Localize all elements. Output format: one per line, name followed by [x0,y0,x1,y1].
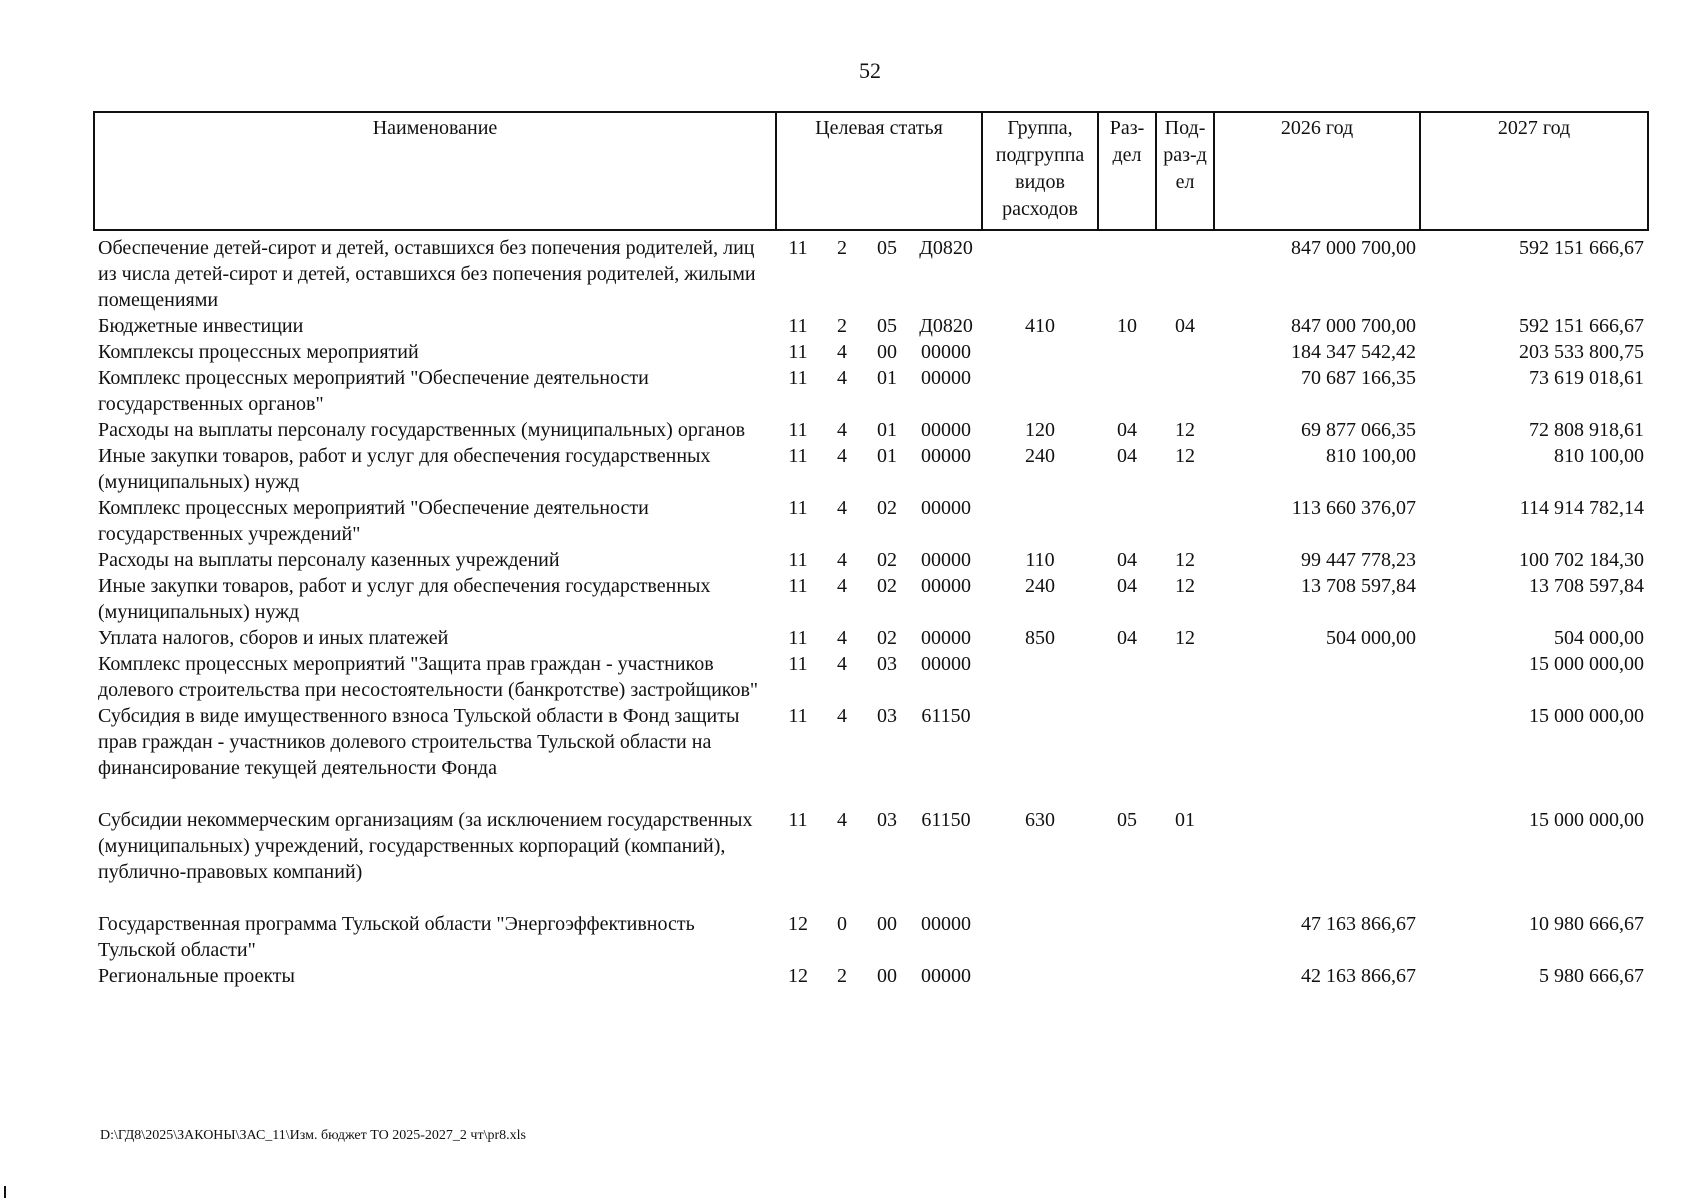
row-code-direction: 00000 [921,341,972,363]
row-subsection: 12 [1175,575,1196,597]
table-row [94,443,1648,495]
row-subsection: 01 [1175,809,1196,831]
table-row [94,651,1648,703]
row-code-event: 00 [877,913,897,935]
row-section [1098,230,1156,313]
row-code-type: 4 [837,419,847,441]
row-name: Комплекс процессных мероприятий "Обеспечение деятельности государственных учреждений" [98,497,649,545]
table-row [94,417,1648,443]
row-name: Комплексы процессных мероприятий [98,341,419,363]
row-amount-2026 [1214,807,1420,911]
row-group [982,703,1098,807]
scan-corner-mark [4,1186,6,1198]
row-section: 10 [1117,315,1138,337]
row-amount-2026 [1214,651,1420,703]
row-code-program: 12 [788,913,808,935]
row-code-event: 03 [877,705,897,727]
row-code-type: 2 [837,965,847,987]
table-row [94,703,1648,807]
row-amount-2027: 810 100,00 [1554,445,1645,467]
row-amount-2026: 113 660 376,07 [1291,497,1417,519]
header-subsection [1156,112,1214,230]
row-code-program: 11 [788,575,808,597]
row-code-direction: 00000 [921,653,972,675]
row-code-direction: 00000 [921,445,972,467]
header-group [982,112,1098,230]
row-amount-2026: 69 877 066,35 [1301,419,1417,441]
row-subsection [1156,365,1214,417]
table-row [94,339,1648,365]
row-amount-2027: 592 151 666,67 [1519,315,1645,337]
row-code-type: 2 [837,237,847,259]
row-code-direction: 00000 [921,549,972,571]
row-code-program: 11 [788,809,808,831]
row-code-event: 01 [877,419,897,441]
row-code-event: 05 [877,237,897,259]
row-code-program: 11 [788,419,808,441]
row-section: 04 [1117,445,1138,467]
table-row [94,807,1648,911]
row-code-direction: 00000 [921,965,972,987]
row-subsection [1156,495,1214,547]
row-amount-2026: 70 687 166,35 [1301,367,1417,389]
row-code-event: 03 [877,809,897,831]
row-amount-2027: 592 151 666,67 [1519,237,1645,259]
table-row [94,625,1648,651]
row-code-program: 11 [788,341,808,363]
row-name: Субсидии некоммерческим организациям (за исключением государственных (муниципальных) учреждений, государственных корпораций (компаний), публично-правовых компаний) [98,809,753,883]
row-code-direction: 00000 [921,497,972,519]
row-group [982,495,1098,547]
row-code-event: 03 [877,653,897,675]
row-code-direction: 00000 [921,367,972,389]
row-amount-2027: 10 980 666,67 [1529,913,1645,935]
row-amount-2026 [1214,703,1420,807]
row-name: Расходы на выплаты персоналу государственных (муниципальных) органов [98,419,746,441]
row-group: 410 [1025,315,1056,337]
table-row [94,963,1648,989]
row-code-program: 11 [788,549,808,571]
row-section [1098,651,1156,703]
row-code-type: 4 [837,653,847,675]
row-code-type: 4 [837,341,847,363]
row-section: 04 [1117,549,1138,571]
row-group: 850 [1025,627,1056,649]
row-code-event: 01 [877,367,897,389]
row-subsection: 12 [1175,627,1196,649]
row-group [982,230,1098,313]
header-section-label: Раз-дел [1109,117,1145,166]
row-amount-2026: 810 100,00 [1326,445,1417,467]
row-amount-2027: 15 000 000,00 [1529,809,1645,831]
header-year-2026: 2026 год [1214,112,1420,230]
row-code-type: 2 [837,315,847,337]
header-section [1098,112,1156,230]
row-name: Государственная программа Тульской области "Энергоэффективность Тульской области" [98,913,695,961]
row-amount-2026: 184 347 542,42 [1291,341,1417,363]
row-amount-2026: 847 000 700,00 [1291,237,1417,259]
row-code-event: 02 [877,497,897,519]
row-code-program: 11 [788,237,808,259]
row-code-type: 4 [837,809,847,831]
table-row [94,573,1648,625]
table-row [94,313,1648,339]
row-code-program: 11 [788,705,808,727]
row-subsection [1156,339,1214,365]
row-name: Расходы на выплаты персоналу казенных учреждений [98,549,560,571]
row-code-program: 11 [788,315,808,337]
row-subsection [1156,703,1214,807]
row-amount-2026: 504 000,00 [1326,627,1417,649]
row-amount-2027: 13 708 597,84 [1529,575,1645,597]
row-amount-2027: 72 808 918,61 [1529,419,1645,441]
budget-table-container [93,111,1647,989]
row-amount-2027: 504 000,00 [1554,627,1645,649]
row-code-program: 11 [788,497,808,519]
table-row [94,365,1648,417]
row-group [982,911,1098,963]
row-group: 120 [1025,419,1056,441]
header-year-2027: 2027 год [1420,112,1648,230]
row-group: 240 [1025,575,1056,597]
row-code-event: 05 [877,315,897,337]
header-name: Наименование [94,112,776,230]
row-code-type: 4 [837,497,847,519]
row-section [1098,495,1156,547]
row-section: 04 [1117,627,1138,649]
row-amount-2026: 13 708 597,84 [1301,575,1417,597]
row-section: 04 [1117,419,1138,441]
row-code-event: 02 [877,575,897,597]
row-name: Бюджетные инвестиции [98,315,304,337]
row-code-type: 4 [837,549,847,571]
row-name: Субсидия в виде имущественного взноса Тульской области в Фонд защиты прав граждан - участников долевого строительства Тульской области на финансирование текущей деятельности Фонда [98,705,740,779]
row-amount-2026: 47 163 866,67 [1301,913,1417,935]
row-section [1098,963,1156,989]
header-subsection-label: Под-раз-дел [1163,117,1207,193]
row-name: Иные закупки товаров, работ и услуг для обеспечения государственных (муниципальных) нужд [98,445,711,493]
row-name: Региональные проекты [98,965,295,987]
row-amount-2027: 73 619 018,61 [1529,367,1645,389]
row-code-event: 01 [877,445,897,467]
row-code-direction: 00000 [921,627,972,649]
row-code-event: 00 [877,341,897,363]
row-subsection [1156,651,1214,703]
header-target-article: Целевая статья [776,112,982,230]
row-section [1098,703,1156,807]
row-subsection: 12 [1175,419,1196,441]
row-code-type: 4 [837,445,847,467]
row-code-program: 11 [788,367,808,389]
row-code-type: 4 [837,705,847,727]
row-section [1098,911,1156,963]
header-group-label: Группа, подгруппа видов расходов [995,117,1085,220]
row-amount-2026: 847 000 700,00 [1291,315,1417,337]
row-amount-2026: 99 447 778,23 [1301,549,1417,571]
row-code-type: 4 [837,367,847,389]
row-group: 240 [1025,445,1056,467]
row-code-event: 02 [877,627,897,649]
row-section [1098,365,1156,417]
row-name: Комплекс процессных мероприятий "Обеспечение деятельности государственных органов" [98,367,649,415]
row-code-program: 12 [788,965,808,987]
row-code-type: 0 [837,913,847,935]
row-amount-2027: 114 914 782,14 [1519,497,1645,519]
row-code-program: 11 [788,445,808,467]
row-code-program: 11 [788,653,808,675]
row-group [982,365,1098,417]
table-header-row [94,112,1648,230]
table-body [94,230,1648,989]
row-code-direction: Д0820 [919,315,973,337]
row-amount-2026: 42 163 866,67 [1301,965,1417,987]
row-code-direction: 00000 [921,419,972,441]
row-subsection: 12 [1175,549,1196,571]
row-name: Уплата налогов, сборов и иных платежей [98,627,449,649]
row-subsection: 12 [1175,445,1196,467]
row-code-direction: 00000 [921,913,972,935]
row-name: Иные закупки товаров, работ и услуг для обеспечения государственных (муниципальных) нужд [98,575,711,623]
row-group [982,963,1098,989]
budget-table [93,111,1649,989]
row-code-direction: Д0820 [919,237,973,259]
row-code-direction: 61150 [921,705,971,727]
row-amount-2027: 15 000 000,00 [1529,653,1645,675]
row-subsection [1156,963,1214,989]
table-row [94,547,1648,573]
row-code-direction: 61150 [921,809,971,831]
row-section: 04 [1117,575,1138,597]
row-group [982,651,1098,703]
row-amount-2027: 100 702 184,30 [1519,549,1645,571]
row-code-program: 11 [788,627,808,649]
table-row [94,495,1648,547]
row-name: Обеспечение детей-сирот и детей, оставшихся без попечения родителей, лиц из числа детей-сирот и детей, оставшихся без попечения родителей, жилыми помещениями [98,237,756,311]
row-amount-2027: 5 980 666,67 [1539,965,1645,987]
table-row [94,911,1648,963]
table-row [94,230,1648,313]
row-subsection: 04 [1175,315,1196,337]
row-section: 05 [1117,809,1138,831]
row-code-type: 4 [837,575,847,597]
row-section [1098,339,1156,365]
page-number: 52 [859,58,881,83]
row-group [982,339,1098,365]
row-amount-2027: 15 000 000,00 [1529,705,1645,727]
row-subsection [1156,911,1214,963]
row-name: Комплекс процессных мероприятий "Защита прав граждан - участников долевого строительства при несостоятельности (банкротстве) застройщиков" [98,653,759,701]
row-code-event: 00 [877,965,897,987]
row-code-type: 4 [837,627,847,649]
file-path-footer: D:\ГД8\2025\ЗАКОНЫ\ЗАС_11\Изм. бюджет ТО 2025-2027_2 чт\pr8.xls [100,1128,526,1143]
row-code-direction: 00000 [921,575,972,597]
row-group: 110 [1025,549,1055,571]
row-group: 630 [1025,809,1056,831]
row-amount-2027: 203 533 800,75 [1519,341,1645,363]
row-subsection [1156,230,1214,313]
row-code-event: 02 [877,549,897,571]
